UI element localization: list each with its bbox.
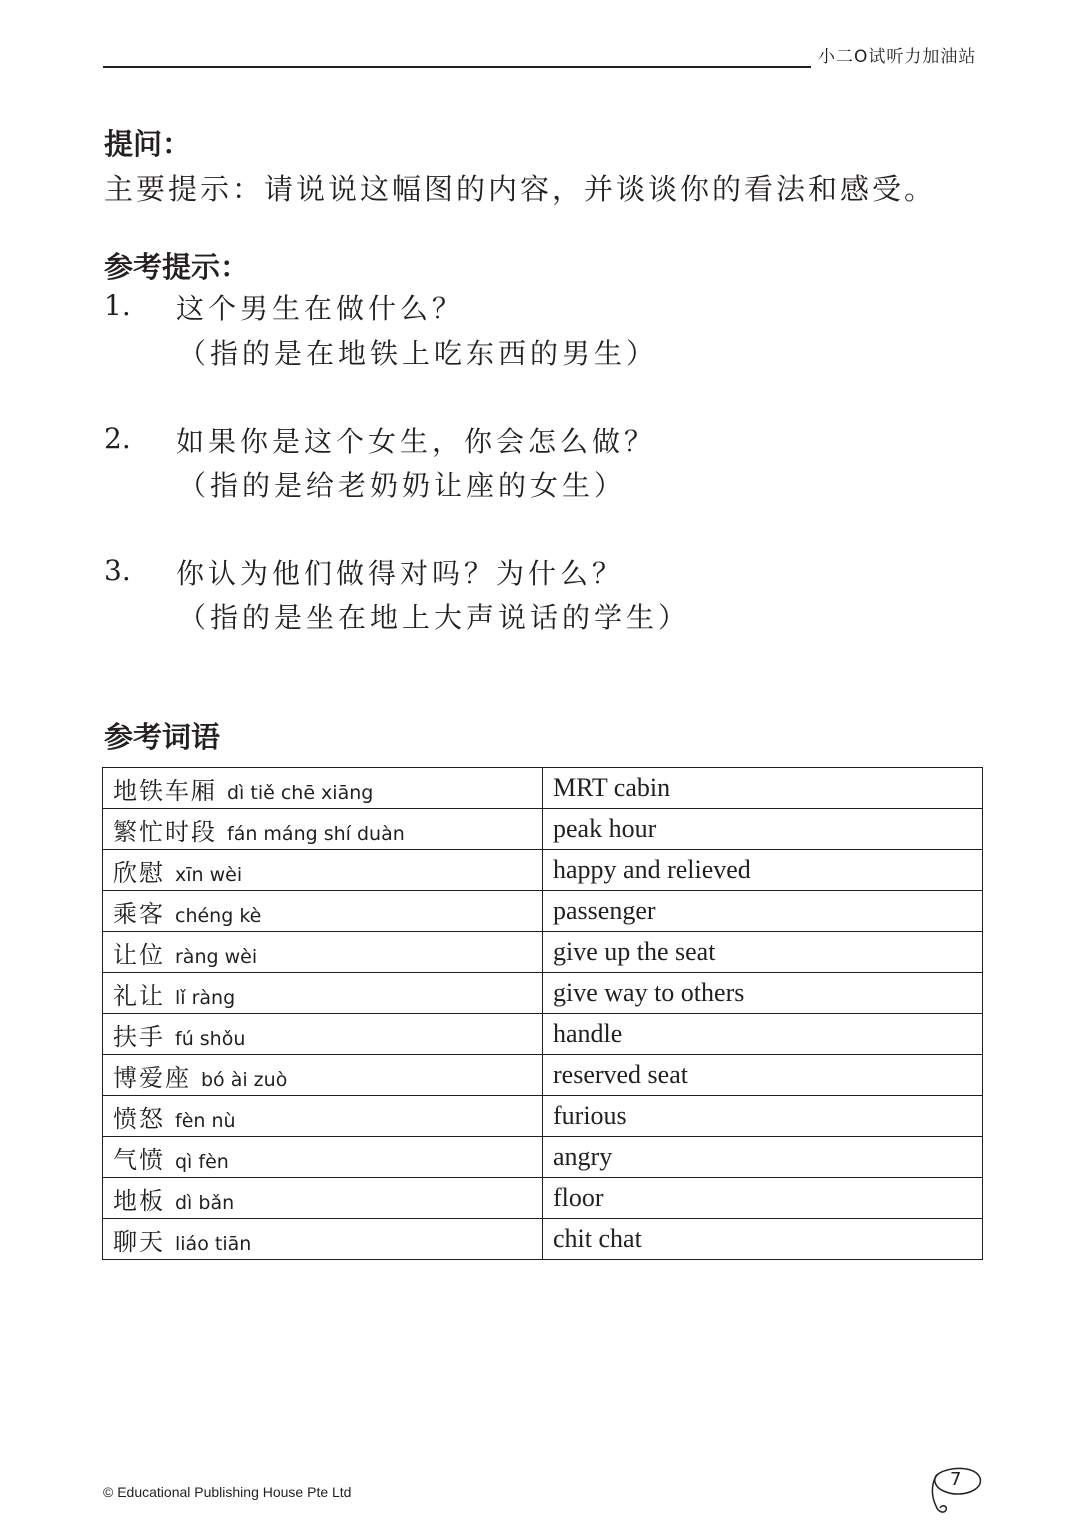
vocab-english: chit chat xyxy=(553,1224,642,1253)
vocab-heading: 参考词语 xyxy=(104,720,221,754)
vocab-pinyin: ràng wèi xyxy=(175,945,258,968)
vocab-english: handle xyxy=(553,1019,623,1048)
vocab-english-cell xyxy=(543,1219,983,1260)
vocab-english: give way to others xyxy=(553,978,745,1007)
vocab-english: floor xyxy=(553,1183,604,1212)
vocab-english-cell xyxy=(543,768,983,809)
vocab-pinyin: fú shǒu xyxy=(175,1027,246,1050)
main-hint: 主要提示：请说说这幅图的内容，并谈谈你的看法和感受。 xyxy=(104,172,937,206)
table-row xyxy=(103,809,983,850)
vocab-term-cell xyxy=(103,1096,543,1137)
table-row xyxy=(103,932,983,973)
question-text: 你认为他们做得对吗？为什么？ xyxy=(176,557,625,590)
vocab-term-cell xyxy=(103,1137,543,1178)
vocab-term-cell xyxy=(103,1014,543,1055)
vocab-table xyxy=(102,767,983,1260)
question-number: 1. xyxy=(104,289,131,322)
vocab-chinese: 气愤 xyxy=(113,1145,165,1174)
vocab-chinese: 礼让 xyxy=(113,981,165,1010)
vocab-english: give up the seat xyxy=(553,937,716,966)
vocab-english: MRT cabin xyxy=(553,773,671,802)
copyright-notice: © Educational Publishing House Pte Ltd xyxy=(103,1484,352,1500)
vocab-term-cell xyxy=(103,973,543,1014)
table-row xyxy=(103,850,983,891)
vocab-chinese: 地板 xyxy=(113,1186,165,1215)
question-number: 3. xyxy=(104,554,131,587)
vocab-english: angry xyxy=(553,1142,613,1171)
vocab-english-cell xyxy=(543,809,983,850)
vocab-term-cell xyxy=(103,891,543,932)
vocab-chinese: 聊天 xyxy=(113,1227,165,1256)
table-row xyxy=(103,1137,983,1178)
vocab-chinese: 扶手 xyxy=(113,1022,165,1051)
vocab-pinyin: xīn wèi xyxy=(175,863,243,886)
vocab-chinese: 欣慰 xyxy=(113,858,165,887)
vocab-english: peak hour xyxy=(553,814,657,843)
question-text: 这个男生在做什么？ xyxy=(176,292,465,325)
vocab-chinese: 愤怒 xyxy=(113,1104,165,1133)
vocab-english: reserved seat xyxy=(553,1060,688,1089)
vocab-english-cell xyxy=(543,1096,983,1137)
vocab-pinyin: qì fèn xyxy=(175,1150,229,1173)
vocab-pinyin: liáo tiān xyxy=(175,1232,252,1255)
page-number-badge xyxy=(924,1462,988,1518)
table-row xyxy=(103,891,983,932)
vocab-pinyin: fán máng shí duàn xyxy=(227,822,405,845)
reference-heading: 参考提示： xyxy=(104,250,250,284)
vocab-chinese: 地铁车厢 xyxy=(113,776,217,805)
vocab-english: furious xyxy=(553,1101,627,1130)
vocab-english-cell xyxy=(543,850,983,891)
vocab-chinese: 繁忙时段 xyxy=(113,817,217,846)
header-rule xyxy=(103,66,811,68)
vocab-pinyin: dì tiě chē xiāng xyxy=(227,781,374,804)
header-title: 小二O试听力加油站 xyxy=(818,47,977,67)
vocab-pinyin: fèn nù xyxy=(175,1109,236,1132)
vocab-term-cell xyxy=(103,850,543,891)
vocab-pinyin: chéng kè xyxy=(175,904,262,927)
vocab-english-cell xyxy=(543,1137,983,1178)
table-row xyxy=(103,1178,983,1219)
vocab-term-cell xyxy=(103,768,543,809)
vocab-english-cell xyxy=(543,1055,983,1096)
table-row xyxy=(103,973,983,1014)
vocab-pinyin: lǐ ràng xyxy=(175,986,236,1009)
vocab-english-cell xyxy=(543,1178,983,1219)
vocab-chinese: 博爱座 xyxy=(113,1063,191,1092)
question-number: 2. xyxy=(104,422,131,455)
vocab-english-cell xyxy=(543,973,983,1014)
table-row xyxy=(103,1055,983,1096)
table-row xyxy=(103,1219,983,1260)
vocab-term-cell xyxy=(103,1055,543,1096)
vocab-english-cell xyxy=(543,1014,983,1055)
vocab-english-cell xyxy=(543,891,983,932)
vocab-term-cell xyxy=(103,809,543,850)
question-note: （指的是在地铁上吃东西的男生） xyxy=(178,337,659,370)
vocab-term-cell xyxy=(103,1178,543,1219)
question-heading: 提问： xyxy=(104,127,192,161)
table-row xyxy=(103,1096,983,1137)
question-note: （指的是给老奶奶让座的女生） xyxy=(178,469,627,502)
table-row xyxy=(103,1014,983,1055)
vocab-english-cell xyxy=(543,932,983,973)
question-note: （指的是坐在地上大声说话的学生） xyxy=(178,601,691,634)
vocab-term-cell xyxy=(103,932,543,973)
vocab-term-cell xyxy=(103,1219,543,1260)
table-row xyxy=(103,768,983,809)
vocab-chinese: 让位 xyxy=(113,940,165,969)
vocab-pinyin: dì bǎn xyxy=(175,1191,235,1214)
vocab-english: happy and relieved xyxy=(553,855,751,884)
question-text: 如果你是这个女生，你会怎么做？ xyxy=(176,425,657,458)
vocab-pinyin: bó ài zuò xyxy=(201,1068,288,1091)
page-number: 7 xyxy=(950,1469,962,1490)
vocab-chinese: 乘客 xyxy=(113,899,165,928)
vocab-english: passenger xyxy=(553,896,656,925)
